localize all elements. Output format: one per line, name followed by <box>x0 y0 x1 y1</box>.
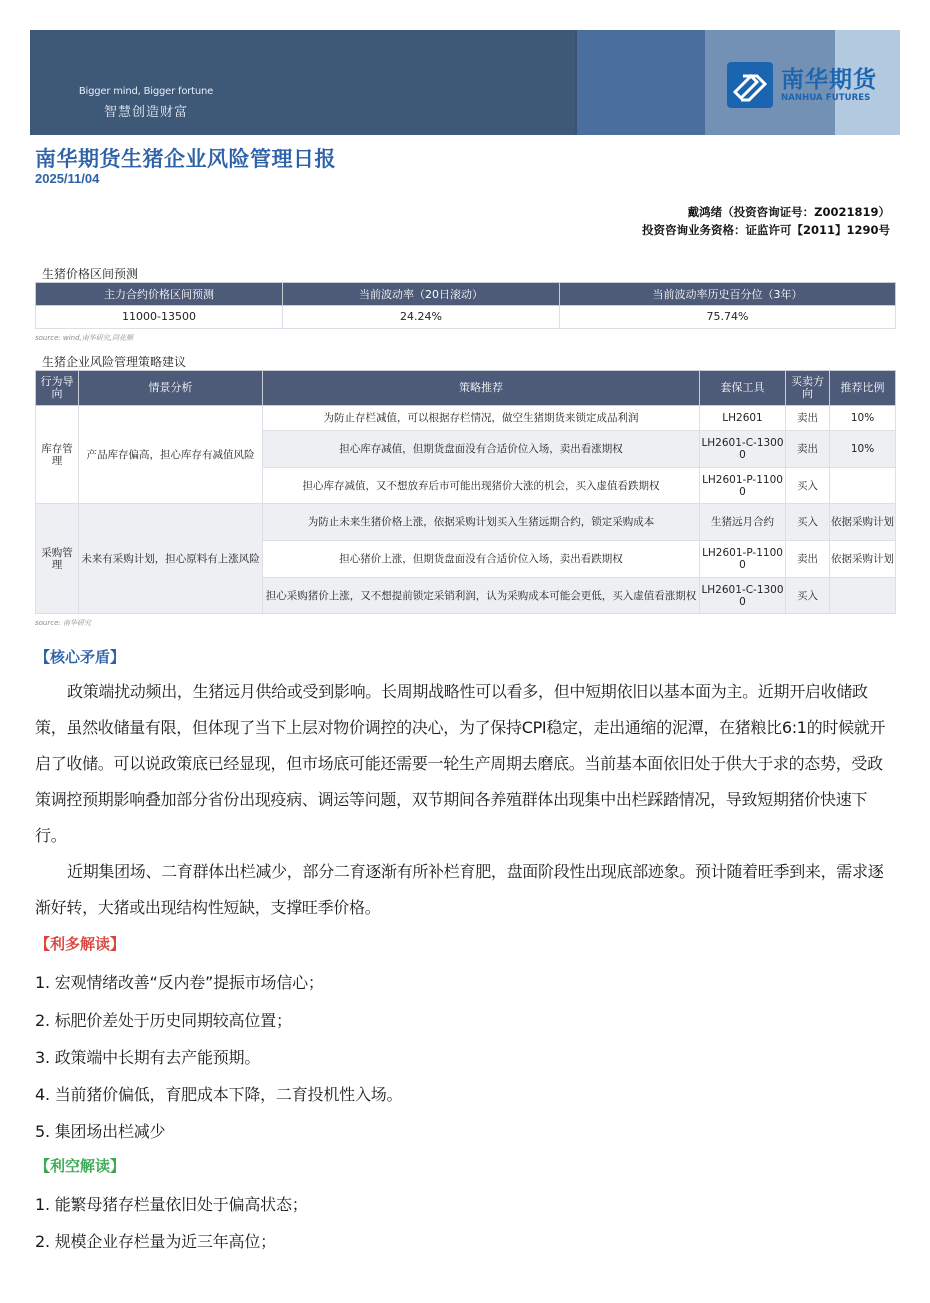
slogan-cn: 智慧创造财富 <box>103 105 188 120</box>
core-paragraph: 近期集团场、二育群体出栏减少，部分二育逐渐有所补栏育肥，盘面阶段性出现底部迹象。预计随着旺季到来，需求逐渐好转，大猪或出现结构性短缺，支撑旺季价格。 <box>35 862 884 917</box>
strategy-cell: 担心猪价上涨，但期货盘面没有合适价位入场，卖出看跌期权 <box>263 541 700 578</box>
behavior-cell: 采购管理 <box>36 504 79 614</box>
table-row <box>36 406 896 431</box>
bullish-item: 2. 标肥价差处于历史同期较高位置； <box>35 1011 292 1030</box>
strategy-cell: 担心库存减值，但期货盘面没有合适价位入场，卖出看涨期权 <box>263 431 700 468</box>
strategy-table <box>35 370 896 614</box>
behavior-cell: 库存管理 <box>36 406 79 504</box>
tool-cell: 生猪远月合约 <box>700 504 786 541</box>
price-forecast-table <box>35 282 896 329</box>
column-header: 策略推荐 <box>263 371 700 406</box>
volatility-percentile-cell: 75.74% <box>560 306 896 329</box>
strategy-cell: 为防止未来生猪价格上涨，依据采购计划买入生猪远期合约，锁定采购成本 <box>263 504 700 541</box>
column-header: 当前波动率（20日滚动） <box>283 283 560 306</box>
banner-stripe <box>575 30 705 135</box>
strategy-cell: 担心采购猪价上涨，又不想提前锁定采销利润，认为采购成本可能会更低，买入虚值看涨期权 <box>263 578 700 614</box>
column-header: 情景分析 <box>79 371 263 406</box>
column-header: 行为导向 <box>36 371 79 406</box>
logo-cn: 南华期货 <box>781 67 877 93</box>
table-row <box>36 504 896 541</box>
bullish-item: 5. 集团场出栏减少 <box>35 1122 166 1141</box>
strategy-label: 生猪企业风险管理策略建议 <box>42 355 187 369</box>
source-note: source: 南华研究 <box>35 619 91 627</box>
scenario-cell: 产品库存偏高，担心库存有减值风险 <box>79 406 263 504</box>
direction-cell: 买入 <box>786 468 830 504</box>
report-date: 2025/11/04 <box>35 171 100 186</box>
bullish-heading: 【利多解读】 <box>35 935 126 953</box>
license-line: 投资咨询业务资格：证监许可【2011】1290号 <box>641 223 890 237</box>
direction-cell: 卖出 <box>786 431 830 468</box>
direction-cell: 买入 <box>786 504 830 541</box>
logo-en: NANHUA FUTURES <box>781 93 871 103</box>
column-header: 套保工具 <box>700 371 786 406</box>
table-header-row <box>36 371 896 406</box>
table-header-row <box>36 283 896 306</box>
direction-cell: 卖出 <box>786 406 830 431</box>
direction-cell: 买入 <box>786 578 830 614</box>
author-line: 戴鸿绪（投资咨询证号：Z0021819） <box>687 205 890 219</box>
bullish-item: 3. 政策端中长期有去产能预期。 <box>35 1048 261 1067</box>
bullish-item: 4. 当前猪价偏低，育肥成本下降，二育投机性入场。 <box>35 1085 403 1104</box>
price-range-cell: 11000-13500 <box>36 306 283 329</box>
author-block <box>642 203 890 239</box>
page-title: 南华期货生猪企业风险管理日报 <box>35 148 336 171</box>
table-row <box>36 306 896 329</box>
source-note: source: wind,南华研究,同花顺 <box>35 334 133 342</box>
tool-cell: LH2601-C-13000 <box>700 578 786 614</box>
bearish-item: 2. 规模企业存栏量为近三年高位； <box>35 1232 276 1251</box>
column-header: 买卖方向 <box>786 371 830 406</box>
bearish-item: 1. 能繁母猪存栏量依旧处于偏高状态； <box>35 1195 308 1214</box>
scenario-cell: 未来有采购计划，担心原料有上涨风险 <box>79 504 263 614</box>
ratio-cell: 10% <box>830 406 896 431</box>
column-header: 推荐比例 <box>830 371 896 406</box>
bearish-heading: 【利空解读】 <box>35 1157 126 1175</box>
company-logo <box>727 62 877 108</box>
strategy-cell: 为防止存栏减值，可以根据存栏情况，做空生猪期货来锁定成品利润 <box>263 406 700 431</box>
core-heading: 【核心矛盾】 <box>35 648 126 666</box>
ratio-cell: 10% <box>830 431 896 468</box>
bullish-item: 1. 宏观情绪改善“反内卷”提振市场信心； <box>35 973 324 992</box>
core-paragraph: 政策端扰动频出，生猪远月供给或受到影响。长周期战略性可以看多，但中短期依旧以基本面为主。近期开启收储政策，虽然收储量有限，但体现了当下上层对物价调控的决心，为了保持CPI稳定，走出通缩的泥潭，在猪粮比6:1的时候就开启了收储。可以说政策底已经显现，但市场底可能还需要一轮生产周期去磨底。当前基本面依旧处于供大于求的态势，受政策调控预期影响叠加部分省份出现疫病、调运等问题，双节期间各养殖群体出现集中出栏踩踏情况，导致短期猪价快速下行。 <box>35 682 886 845</box>
ratio-cell: 依据采购计划 <box>830 541 896 578</box>
nanhua-logo-icon <box>727 62 773 108</box>
direction-cell: 卖出 <box>786 541 830 578</box>
price-forecast-label: 生猪价格区间预测 <box>42 267 139 281</box>
ratio-cell <box>830 578 896 614</box>
tool-cell: LH2601-C-13000 <box>700 431 786 468</box>
slogan-en: Bigger mind, Bigger fortune <box>78 86 214 97</box>
tool-cell: LH2601-P-11000 <box>700 468 786 504</box>
column-header: 当前波动率历史百分位（3年） <box>560 283 896 306</box>
slogan <box>66 86 226 120</box>
tool-cell: LH2601-P-11000 <box>700 541 786 578</box>
column-header: 主力合约价格区间预测 <box>36 283 283 306</box>
ratio-cell: 依据采购计划 <box>830 504 896 541</box>
volatility-cell: 24.24% <box>283 306 560 329</box>
tool-cell: LH2601 <box>700 406 786 431</box>
strategy-cell: 担心库存减值，又不想放弃后市可能出现猪价大涨的机会，买入虚值看跌期权 <box>263 468 700 504</box>
header-banner <box>30 30 900 135</box>
ratio-cell <box>830 468 896 504</box>
